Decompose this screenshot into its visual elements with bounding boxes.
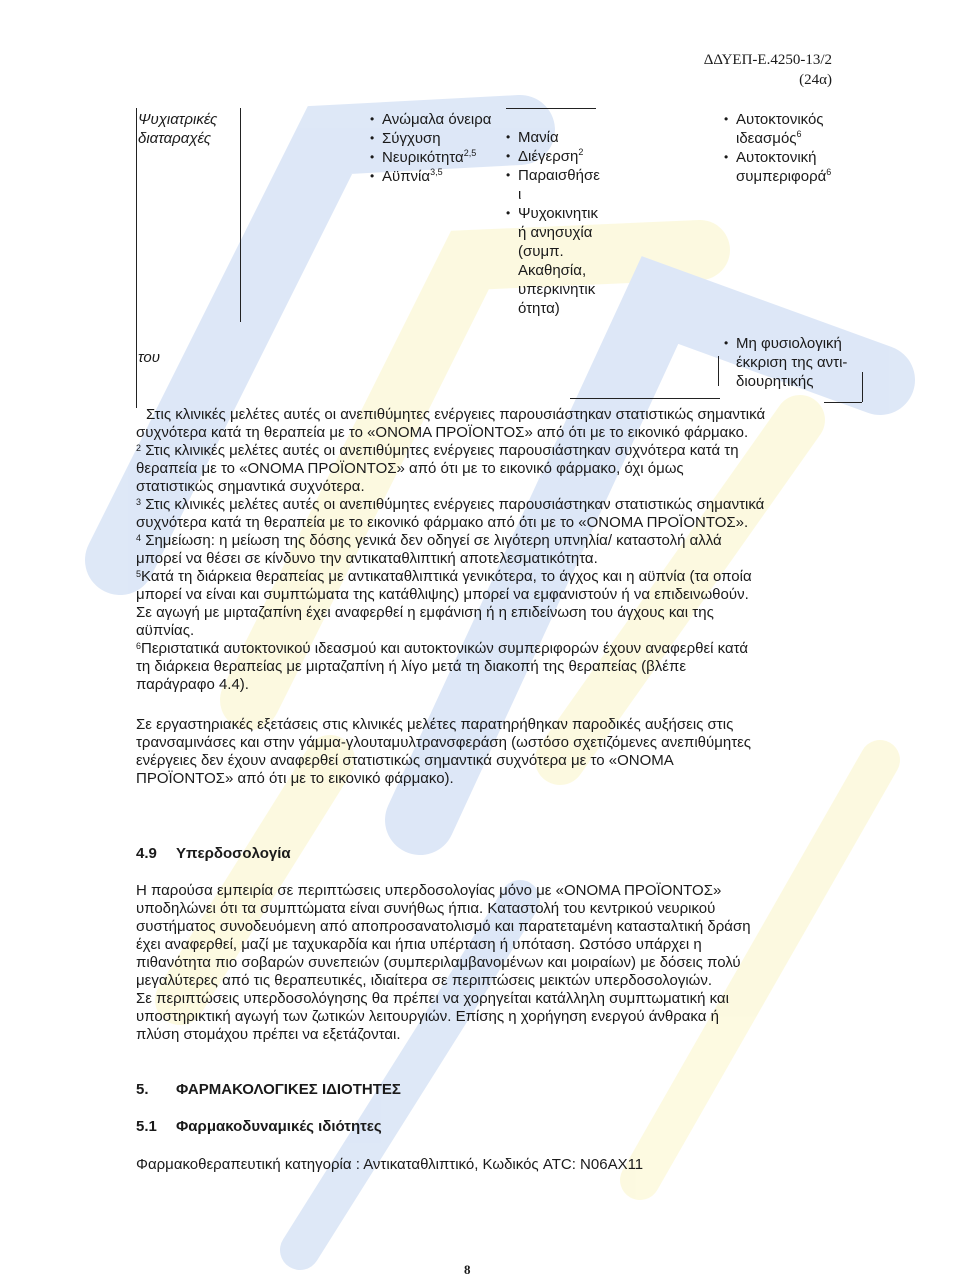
list-item <box>508 204 648 223</box>
list-item <box>508 166 648 185</box>
list-item-text: Διέγερση <box>518 148 579 165</box>
lab-paragraph <box>136 716 836 788</box>
lab-line: τρανσαμινάσες και στην γάμμα-γλουταμυλτρανσφεράση (ωστόσο σχετιζόμενες ανεπιθύμητες <box>136 734 752 751</box>
list-item <box>508 147 648 166</box>
section-title: ΦΑΡΜΑΚΟΛΟΓΙΚΕΣ ΙΔΙΟΤΗΤΕΣ <box>176 1081 401 1098</box>
footnote-number: 2 <box>136 443 142 453</box>
footnote-marker: 6 <box>826 167 832 177</box>
list-item-text: ιδεασμός <box>736 130 797 147</box>
list-item <box>508 261 648 280</box>
list-item <box>372 129 491 148</box>
list-item <box>726 148 831 167</box>
list-item-text: Αυτοκτονική <box>736 149 817 166</box>
footnote-2: Στις κλινικές μελέτες αυτές οι ανεπιθύμητες ενέργειες παρουσιάστηκαν συχνότερα κατά τη <box>145 442 739 459</box>
footnote-5-cont: Σε αγωγή με μιρταζαπίνη έχει αναφερθεί η εμφάνιση ή η επιδείνωση του άγχους και της <box>136 604 714 621</box>
section-number: 4.9 <box>136 845 157 862</box>
list-item <box>726 129 831 148</box>
body-line: έχει αναφερθεί, μαζί με ταχυκαρδία και ήπια υπέρταση ή υπόταση. Ωστόσο υπάρχει η <box>136 936 702 953</box>
list-item-text: Ψυχοκινητικ <box>518 205 598 222</box>
body-line: Η παρούσα εμπειρία σε περιπτώσεις υπερδοσολογίας μόνο με «ΟΝΟΜΑ ΠΡΟΪΟΝΤΟΣ» <box>136 882 722 899</box>
body-line: υποδηλώνει ότι τα συμπτώματα είναι συνήθως ήπια. Καταστολή του κεντρικού νευρικού <box>136 900 716 917</box>
footnote-4-cont: μπορεί να θέσει σε κίνδυνο την αντικαταθλιπτική αποτελεσματικότητα. <box>136 550 598 567</box>
list-item-text: Αυτοκτονικός <box>736 111 824 128</box>
list-item-text: Ακαθησία, <box>518 262 587 279</box>
footnote-6: Περιστατικά αυτοκτονικού ιδεασμού και αυτοκτονικών συμπεριφορών έχουν αναφερθεί κατά <box>141 640 749 657</box>
list-item <box>508 223 648 242</box>
list-item <box>372 148 491 167</box>
footnote-number: 3 <box>136 497 142 507</box>
footnote-3-cont: συχνότερα κατά τη θεραπεία με το εικονικό φάρμακο από ότι με το «ΟΝΟΜΑ ΠΡΟΪΟΝΤΟΣ». <box>136 514 749 531</box>
lab-line: ΠΡΟΪΟΝΤΟΣ» από ότι με το εικονικό φάρμακο). <box>136 770 454 787</box>
footnote-6-cont: παράγραφο 4.4). <box>136 676 249 693</box>
list-item: έκκριση της αντι- <box>736 354 848 371</box>
list-item-text: υπερκινητικ <box>518 281 596 298</box>
footnote-3: Στις κλινικές μελέτες αυτές οι ανεπιθύμητες ενέργειες παρουσιάστηκαν στατιστικώς σημαντικά <box>145 496 765 513</box>
lab-line: ενέργειες δεν έχουν αναφερθεί στατιστικώς σημαντικά συχνότερα με το «ΟΝΟΜΑ <box>136 752 674 769</box>
footnote-number: 4 <box>136 533 142 543</box>
section-number: 5. <box>136 1081 149 1098</box>
footnote-1: Στις κλινικές μελέτες αυτές οι ανεπιθύμητες ενέργειες παρουσιάστηκαν στατιστικώς σημαντικά <box>146 406 766 423</box>
list-item <box>508 299 648 318</box>
list-item <box>508 280 648 299</box>
list-item-text: Αϋπνία <box>382 168 431 185</box>
body-line: πιθανότητα πιο σοβαρών συνεπειών (συμπεριλαμβανομένων και μοιραίων) με δόσεις πολύ <box>136 954 741 971</box>
list-item <box>508 128 648 147</box>
list-item <box>508 185 648 204</box>
section-title: Φαρμακοδυναμικές ιδιότητες <box>176 1118 382 1135</box>
list-item: • Μη φυσιολογική <box>726 334 847 353</box>
section-number: 5.1 <box>136 1118 157 1135</box>
body-line: υποστηρικτική αγωγή των ζωτικών λειτουργιών. Επίσης η χορήγηση ενεργού άνθρακα ή <box>136 1008 719 1025</box>
reaction-column-uncommon <box>508 128 648 318</box>
footnote-5-cont: αϋπνίας. <box>136 622 195 639</box>
list-item <box>372 110 491 129</box>
row2-category: του <box>138 349 160 366</box>
page-number: 8 <box>464 1262 471 1277</box>
footnotes <box>136 406 836 694</box>
list-item-text: (συμπ. <box>518 243 564 260</box>
footnote-5-cont: μπορεί να είναι και συμπτώματα της κατάθλιψης) μπορεί να εμφανιστούν ή να επιδεινωθούν. <box>136 586 749 603</box>
overdose-paragraph <box>136 882 856 1044</box>
reaction-column-rare <box>726 110 831 186</box>
list-item <box>726 110 831 129</box>
atc-line: Φαρμακοθεραπευτική κατηγορία : Αντικαταθλιπτικό, Κωδικός ATC: N06AX11 <box>136 1156 644 1173</box>
list-item-text: Μανία <box>518 129 559 146</box>
footnote-number: 5 <box>136 569 142 579</box>
footnote-marker: 6 <box>796 129 802 139</box>
table-bottom-rule <box>570 398 720 399</box>
lab-line: Σε εργαστηριακές εξετάσεις στις κλινικές μελέτες παρατηρήθηκαν παροδικές αυξήσεις στις <box>136 716 734 733</box>
table-right-border <box>862 372 863 402</box>
body-line: μεγαλύτερες από τις θεραπευτικές, ιδιαίτερα σε περιπτώσεις μεικτών υπερδοσολογιών. <box>136 972 713 989</box>
document-code: ΔΔΥΕΠ-Ε.4250-13/2 <box>703 52 832 68</box>
footnote-marker: 2,5 <box>463 148 477 158</box>
list-item <box>508 242 648 261</box>
list-item-text: Νευρικότητα <box>382 149 464 166</box>
body-line: Σε περιπτώσεις υπερδοσολόγησης θα πρέπει να χορηγείται κατάλληλη συμπτωματική και <box>136 990 729 1007</box>
page-reference: (24α) <box>799 72 832 88</box>
list-item-text: ή ανησυχία <box>518 224 593 241</box>
list-item <box>726 167 831 186</box>
footnote-2-cont: στατιστικώς σημαντικά συχνότερα. <box>136 478 365 495</box>
footnote-5: Κατά τη διάρκεια θεραπείας με αντικαταθλιπτικά γενικότερα, το άγχος και η αϋπνία (τα οποία <box>141 568 752 585</box>
list-item <box>372 167 491 186</box>
row2-reaction <box>726 334 847 391</box>
table-bottom-rule-right <box>824 402 862 403</box>
section-title: Υπερδοσολογία <box>176 845 291 862</box>
category-line: διαταραχές <box>138 130 211 147</box>
list-item-text: ι <box>518 186 522 203</box>
footnote-4: Σημείωση: η μείωση της δόσης γενικά δεν οδηγεί σε λιγότερη υπνηλία/ καταστολή αλλά <box>145 532 722 549</box>
list-item-text: συμπεριφορά <box>736 168 827 185</box>
footnote-1-cont: συχνότερα κατά τη θεραπεία με το «ΟΝΟΜΑ ΠΡΟΪΟΝΤΟΣ» από ότι με το εικονικό φάρμακο. <box>136 424 749 441</box>
list-item-text: Σύγχυση <box>382 130 441 147</box>
list-item-text: Ανώμαλα όνειρα <box>382 111 492 128</box>
category-cell <box>138 110 217 148</box>
footnote-2-cont: θεραπεία με το «ΟΝΟΜΑ ΠΡΟΪΟΝΤΟΣ» από ότι με το εικονικό φάρμακο, όχι όμως <box>136 460 684 477</box>
list-item: διουρητικής <box>736 373 814 390</box>
footnote-marker: 3,5 <box>430 167 443 177</box>
table-top-rule <box>506 108 596 109</box>
footnote-marker: 2 <box>578 147 584 157</box>
list-item-text: ότητα) <box>518 300 560 317</box>
footnote-6-cont: τη διάρκεια θεραπείας με μιρταζαπίνη ή λίγο μετά τη διακοπή της θεραπείας (βλέπε <box>136 658 687 675</box>
body-line: συστήματος συνοδευόμενη από αποπροσανατολισμό και παρατεταμένη κατασταλτική δράση <box>136 918 751 935</box>
reaction-column-common <box>372 110 491 186</box>
table-divider <box>240 108 241 322</box>
table-divider-small <box>718 356 719 386</box>
list-item-text: Παραισθήσε <box>518 167 600 184</box>
body-line: πλύση στομάχου πρέπει να εξετάζονται. <box>136 1026 401 1043</box>
footnote-number: 6 <box>136 641 142 651</box>
category-line: Ψυχιατρικές <box>138 111 218 128</box>
table-left-border <box>136 108 137 408</box>
